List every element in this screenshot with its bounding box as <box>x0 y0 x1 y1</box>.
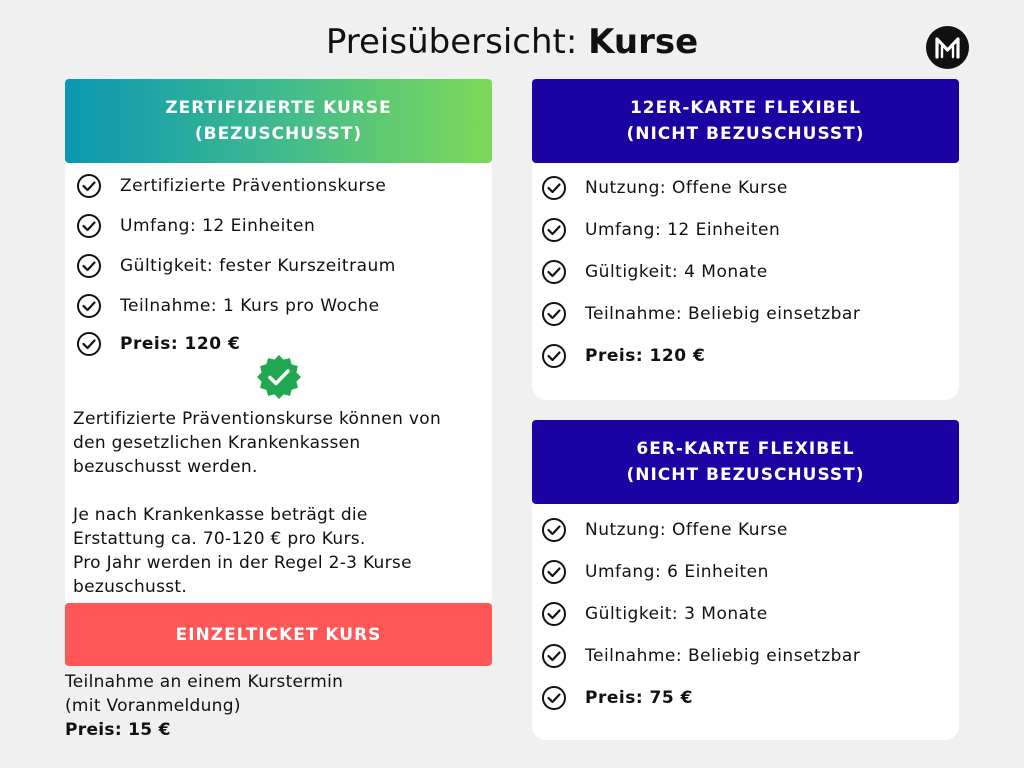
list-item-label: Teilnahme: 1 Kurs pro Woche <box>120 296 380 316</box>
list-item-label: Gültigkeit: 3 Monate <box>585 604 768 624</box>
karte12-header-line2: (NICHT BEZUSCHUSST) <box>626 124 865 144</box>
list-item-label: Gültigkeit: 4 Monate <box>585 262 768 282</box>
check-circle-icon <box>76 331 102 357</box>
info-line: den gesetzlichen Krankenkassen <box>73 433 361 453</box>
check-circle-icon <box>541 217 567 243</box>
list-item <box>541 175 788 201</box>
list-item <box>541 217 780 243</box>
list-item-label: Nutzung: Offene Kurse <box>585 520 788 540</box>
list-item <box>76 213 315 239</box>
list-item-label: Zertifizierte Präventionskurse <box>120 176 387 196</box>
list-item <box>541 301 860 327</box>
karte6-header <box>532 420 959 504</box>
zertifiziert-header-line1: ZERTIFIZIERTE KURSE <box>165 98 392 118</box>
info-line: Zertifizierte Präventionskurse können von <box>73 409 442 429</box>
info-line: bezuschusst. <box>73 577 188 597</box>
info-line: Erstattung ca. 70-120 € pro Kurs. <box>73 529 366 549</box>
karte12-header <box>532 79 959 163</box>
karte6-header-line2: (NICHT BEZUSCHUSST) <box>626 465 865 485</box>
price-item <box>541 343 705 369</box>
list-item-label: Gültigkeit: fester Kurszeitraum <box>120 256 396 276</box>
list-item <box>541 559 769 585</box>
price-label: Preis: 75 € <box>585 688 693 708</box>
page-title <box>0 22 1024 62</box>
zertifiziert-header <box>65 79 492 163</box>
price-label: Preis: 120 € <box>585 346 706 366</box>
zertifiziert-info-1 <box>73 407 441 479</box>
price-item <box>76 331 240 357</box>
info-line: Je nach Krankenkasse beträgt die <box>73 505 368 525</box>
check-circle-icon <box>76 213 102 239</box>
price-label: Preis: 120 € <box>120 334 241 354</box>
check-circle-icon <box>541 601 567 627</box>
list-item <box>76 253 396 279</box>
verified-badge-icon <box>256 354 302 400</box>
check-circle-icon <box>541 685 567 711</box>
info-line: Pro Jahr werden in der Regel 2-3 Kurse <box>73 553 412 573</box>
check-circle-icon <box>541 559 567 585</box>
m-logo-icon <box>926 26 969 69</box>
list-item-label: Umfang: 6 Einheiten <box>585 562 769 582</box>
check-circle-icon <box>541 517 567 543</box>
check-circle-icon <box>76 173 102 199</box>
einzelticket-line2: (mit Voranmeldung) <box>65 696 241 716</box>
list-item-label: Nutzung: Offene Kurse <box>585 178 788 198</box>
check-circle-icon <box>76 293 102 319</box>
list-item <box>541 601 768 627</box>
einzelticket-line1: Teilnahme an einem Kurstermin <box>65 672 344 692</box>
karte12-header-line1: 12ER-KARTE FLEXIBEL <box>629 98 862 118</box>
einzelticket-text <box>65 670 343 742</box>
list-item <box>76 173 386 199</box>
page-title-bold: Kurse <box>588 22 699 62</box>
check-circle-icon <box>541 175 567 201</box>
karte6-header-line1: 6ER-KARTE FLEXIBEL <box>636 439 855 459</box>
list-item <box>541 259 768 285</box>
info-line: bezuschusst werden. <box>73 457 258 477</box>
check-circle-icon <box>541 643 567 669</box>
zertifiziert-info-2 <box>73 503 412 599</box>
list-item-label: Umfang: 12 Einheiten <box>120 216 316 236</box>
list-item-label: Teilnahme: Beliebig einsetzbar <box>585 646 861 666</box>
page-title-regular: Preisübersicht: <box>325 22 589 62</box>
price-item <box>541 685 693 711</box>
list-item-label: Teilnahme: Beliebig einsetzbar <box>585 304 861 324</box>
check-circle-icon <box>541 259 567 285</box>
check-circle-icon <box>541 301 567 327</box>
list-item <box>541 517 788 543</box>
einzelticket-header-label: EINZELTICKET KURS <box>175 624 382 645</box>
einzelticket-price: Preis: 15 € <box>65 720 171 740</box>
list-item-label: Umfang: 12 Einheiten <box>585 220 781 240</box>
list-item <box>541 643 860 669</box>
list-item <box>76 293 380 319</box>
einzelticket-header <box>65 603 492 666</box>
check-circle-icon <box>541 343 567 369</box>
check-circle-icon <box>76 253 102 279</box>
zertifiziert-header-line2: (BEZUSCHUSST) <box>194 124 363 144</box>
